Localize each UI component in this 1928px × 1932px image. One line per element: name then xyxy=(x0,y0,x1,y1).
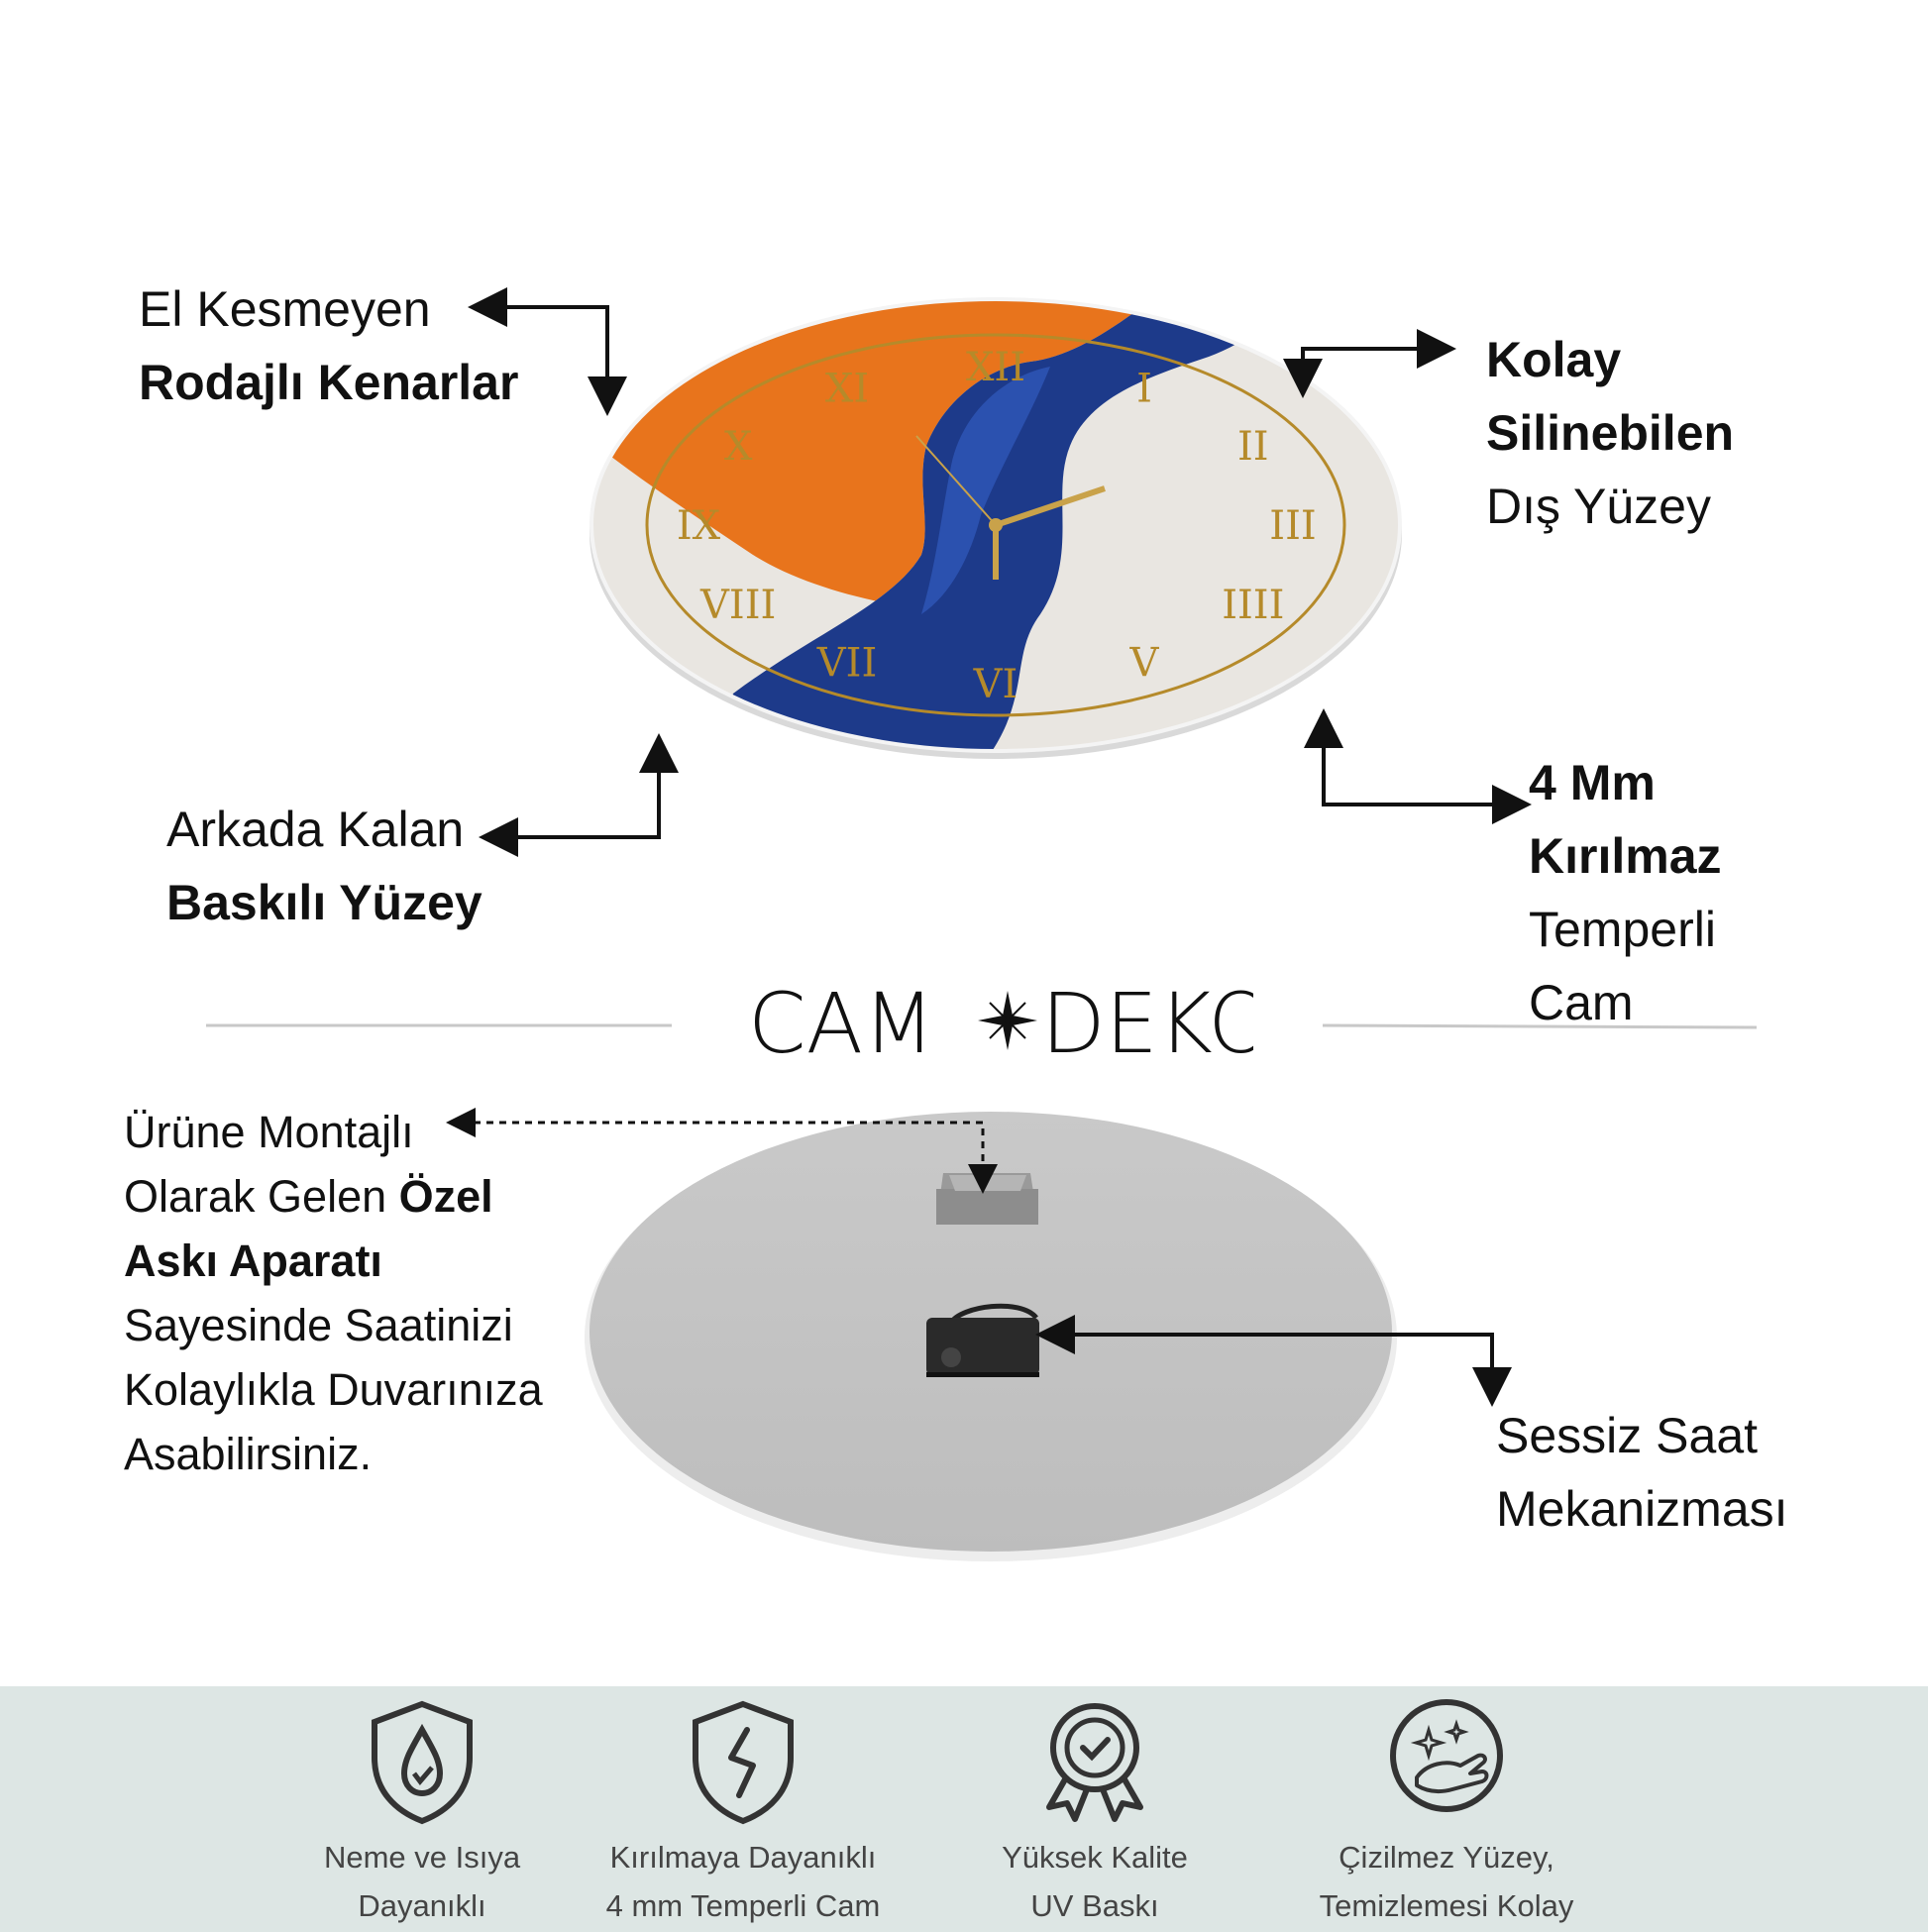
callout-hanger-line2b: Özel xyxy=(398,1171,493,1222)
brand-star-icon xyxy=(978,991,1037,1050)
feature-uv-line1: Yüksek Kalite xyxy=(1002,1840,1188,1875)
callout-printed xyxy=(166,793,482,939)
water-shield-icon xyxy=(363,1696,482,1825)
callout-surface-line1: Kolay xyxy=(1486,332,1622,387)
feature-tempered-line2: 4 mm Temperli Cam xyxy=(605,1888,881,1923)
clock-numeral: V xyxy=(1129,640,1159,687)
clock-front xyxy=(585,297,1407,763)
feature-moisture xyxy=(273,1686,571,1932)
callout-hanger xyxy=(124,1100,543,1486)
feature-moisture-line2: Dayanıklı xyxy=(358,1888,486,1923)
clock-numeral: VI xyxy=(973,662,1018,707)
callout-surface-line2: Silinebilen xyxy=(1486,405,1735,461)
hanger-bracket xyxy=(936,1173,1038,1225)
feature-scratch-line2: Temizlemesi Kolay xyxy=(1319,1888,1574,1923)
clock-numeral: VII xyxy=(816,640,878,687)
clock-numeral: VIII xyxy=(700,583,777,628)
callout-glass-line2: Kırılmaz xyxy=(1529,828,1722,884)
callout-hanger-line2a: Olarak Gelen xyxy=(124,1171,399,1222)
callout-surface xyxy=(1486,323,1734,543)
callout-edges-line2: Rodajlı Kenarlar xyxy=(139,355,519,410)
callout-hanger-line2 xyxy=(124,1164,543,1229)
clock-numeral: II xyxy=(1236,424,1269,470)
feature-scratch xyxy=(1298,1686,1595,1932)
callout-glass xyxy=(1529,746,1722,1039)
callout-printed-line1: Arkada Kalan xyxy=(166,802,465,857)
clock-numeral: XI xyxy=(824,366,870,412)
callout-hanger-line5: Kolaylıkla Duvarınıza xyxy=(124,1364,543,1415)
clock-numeral: III xyxy=(1269,503,1317,549)
callout-mechanism-line2: Mekanizması xyxy=(1496,1481,1788,1537)
feature-tempered xyxy=(594,1686,892,1932)
feature-uv xyxy=(946,1686,1243,1932)
clock-numeral: IIII xyxy=(1222,583,1285,628)
clock-numeral: I xyxy=(1136,366,1152,412)
lightning-shield-icon xyxy=(684,1696,803,1825)
clock-numeral: X xyxy=(723,424,753,470)
feature-scratch-line1: Çizilmez Yüzey, xyxy=(1339,1840,1554,1875)
feature-moisture-line1: Neme ve Isıya xyxy=(323,1840,521,1875)
callout-edges-line1: El Kesmeyen xyxy=(139,281,431,337)
callout-mechanism xyxy=(1496,1399,1788,1546)
brand-left-text: CAM xyxy=(748,976,935,1065)
brand-right-text: DEKO xyxy=(1041,976,1253,1065)
callout-hanger-line6: Asabilirsiniz. xyxy=(124,1429,373,1479)
quality-badge-icon xyxy=(1035,1696,1154,1825)
callout-hanger-line1: Ürüne Montajlı xyxy=(124,1107,414,1157)
callout-edges xyxy=(139,272,518,419)
brand-logo xyxy=(748,976,1253,1065)
callout-surface-line3: Dış Yüzey xyxy=(1486,479,1711,534)
callout-hanger-line3: Askı Aparatı xyxy=(124,1235,382,1286)
callout-glass-line3: Temperli xyxy=(1529,902,1716,957)
sparkle-wipe-icon xyxy=(1387,1696,1506,1825)
feature-uv-line2: UV Baskı xyxy=(1030,1888,1159,1923)
callout-glass-line4: Cam xyxy=(1529,975,1634,1030)
callout-hanger-line4: Sayesinde Saatinizi xyxy=(124,1300,513,1350)
callout-mechanism-line1: Sessiz Saat xyxy=(1496,1408,1759,1463)
features-bar xyxy=(0,1686,1928,1932)
clock-numeral: XII xyxy=(965,345,1026,390)
callout-printed-line2: Baskılı Yüzey xyxy=(166,875,482,930)
feature-tempered-line1: Kırılmaya Dayanıklı xyxy=(609,1840,877,1875)
callout-glass-line1: 4 Mm xyxy=(1529,755,1656,810)
clock-numeral: IX xyxy=(676,503,721,549)
